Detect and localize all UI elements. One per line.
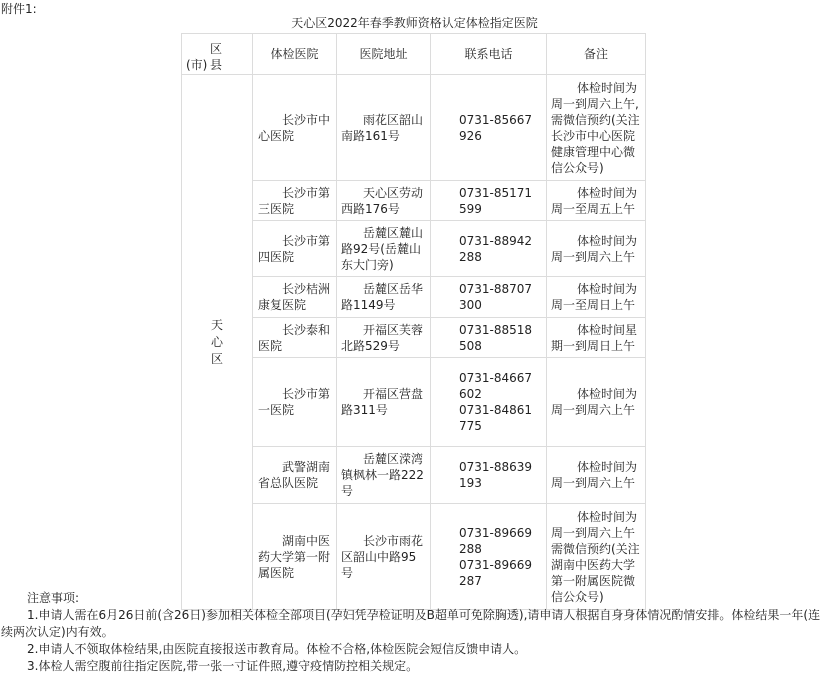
note-item-2: 2.申请人不领取体检结果,由医院直接报送市教育局。体检不合格,体检医院会短信反馈申请人。 [27,642,527,656]
hospital-address-cell: 岳麓区麓山路92号(岳麓山东大门旁) [337,221,431,277]
hospital-name-cell: 长沙市中心医院 [253,75,337,181]
hospital-note-cell: 体检时间为周一到周六上午需微信预约(关注湖南中医药大学第一附属医院微信公众号) [547,504,646,610]
header-address: 医院地址 [337,34,431,75]
header-region-bottom: (市) [186,58,208,72]
notes-section [1,590,829,675]
phone-number: 0731-88707300 [459,282,533,312]
hospital-note-cell: 体检时间为周一到周六上午,需微信预约(关注长沙市中心医院健康管理中心微信公众号) [547,75,646,181]
hospital-name-cell: 长沙桔洲康复医院 [253,277,337,318]
hospital-name-cell: 长沙市第四医院 [253,221,337,277]
hospital-note-cell: 体检时间为周一到周六上午 [547,447,646,504]
hospital-phone-cell [431,221,547,277]
phone-number: 0731-88639193 [459,460,533,490]
table-header-row [182,34,646,75]
region-cell [182,75,253,610]
hospital-name-cell: 长沙市第一医院 [253,358,337,447]
hospital-note-cell: 体检时间为周一至周日上午 [547,277,646,318]
table-row [182,75,646,181]
phone-number: 0731-89669288 [459,525,533,556]
hospital-name-cell: 长沙泰和医院 [253,318,337,358]
hospital-note-cell: 体检时间星期一到周日上午 [547,318,646,358]
hospital-phone-cell [431,318,547,358]
hospital-name-cell: 武警湖南省总队医院 [253,447,337,504]
hospital-name-cell: 长沙市第三医院 [253,181,337,221]
header-hospital: 体检医院 [253,34,337,75]
region-label: 天心区 [210,317,223,366]
phone-number: 0731-88942288 [459,233,533,264]
header-region-top: 区县 [210,42,249,72]
note-item-1: 1.申请人需在6月26日前(含26日)参加相关体检全部项目(孕妇凭孕检证明及B超单可免除胸透),请申请人根据自身身体情况酌情安排。体检结果一年(连续两次认定)内有效。 [1,608,821,639]
note-item-3: 3.体检人需空腹前往指定医院,带一张一寸证件照,遵守疫情防控相关规定。 [27,659,419,673]
notes-title: 注意事项: [27,591,80,605]
phone-number: 0731-85667926 [459,112,533,143]
hospital-address-cell: 开福区营盘路311号 [337,358,431,447]
header-note: 备注 [547,34,646,75]
hospital-address-cell: 岳麓区岳华路1149号 [337,277,431,318]
table-title: 天心区2022年春季教师资格认定体检指定医院 [291,16,538,30]
hospital-phone-cell [431,181,547,221]
hospital-address-cell: 雨花区韶山南路161号 [337,75,431,181]
hospital-phone-cell [431,447,547,504]
phone-number: 0731-84861775 [459,403,533,433]
hospital-phone-cell [431,277,547,318]
hospital-address-cell: 开福区芙蓉北路529号 [337,318,431,358]
hospital-address-cell: 天心区劳动西路176号 [337,181,431,221]
phone-number: 0731-84667602 [459,371,533,401]
attachment-label: 附件1: [1,2,37,16]
hospital-note-cell: 体检时间为周一至周五上午 [547,181,646,221]
hospital-phone-cell [431,358,547,447]
hospital-table [181,33,646,610]
phone-number: 0731-89669287 [459,557,533,588]
header-region [182,34,253,75]
hospital-note-cell: 体检时间为周一到周六上午 [547,221,646,277]
hospital-phone-cell [431,75,547,181]
phone-number: 0731-88518508 [459,322,533,353]
phone-number: 0731-85171599 [459,185,533,216]
hospital-note-cell: 体检时间为周一到周六上午 [547,358,646,447]
hospital-name-cell: 湖南中医药大学第一附属医院 [253,504,337,610]
hospital-address-cell: 长沙市雨花区韶山中路95号 [337,504,431,610]
hospital-address-cell: 岳麓区溁湾镇枫林一路222号 [337,447,431,504]
header-phone: 联系电话 [431,34,547,75]
